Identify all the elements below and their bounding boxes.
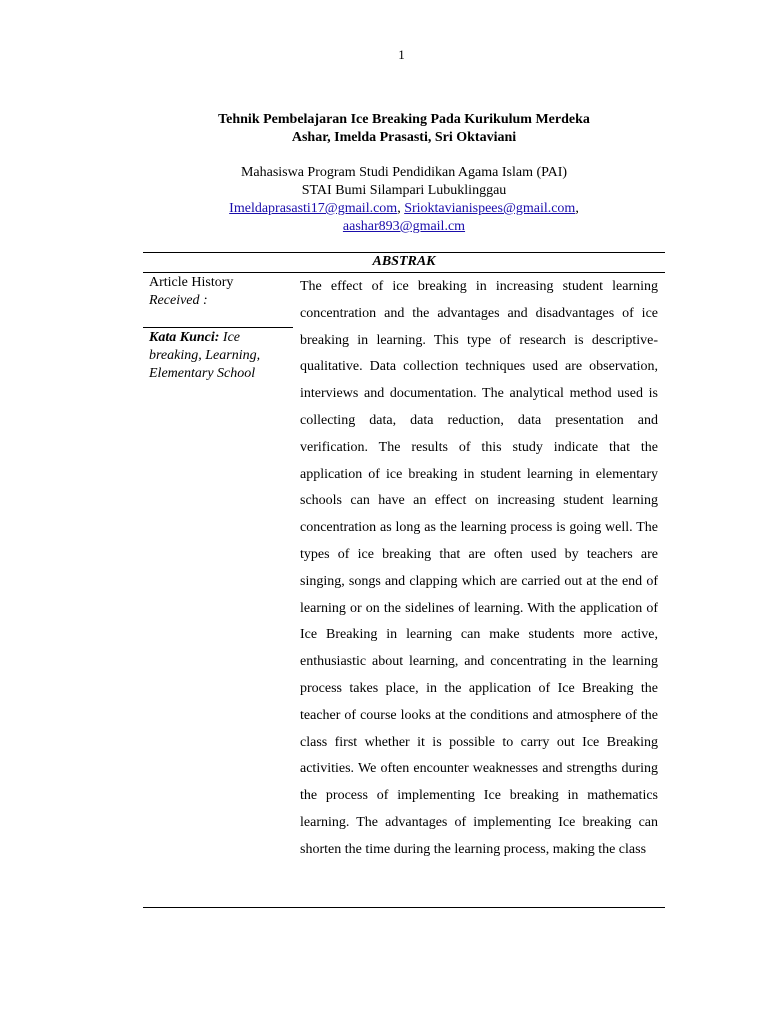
authors: Ashar, Imelda Prasasti, Sri Oktaviani [291, 130, 517, 145]
email-line-2 [143, 218, 665, 236]
keywords-value: Ice breaking, Learning, Elementary School [149, 330, 261, 381]
paper-title: Tehnik Pembelajaran Ice Breaking Pada Kurikulum Merdeka [218, 112, 590, 127]
abstract-body: The effect of ice breaking in increasing student learning concentration and the advantages and disadvantages of ice breaking in learning. This type of research is descriptive-qualitative. Data collection techniques used are observation, interviews and documentation. The analytical method used is collecting data, data reduction, data presentation and verification. The results of this study indicate that the application of ice breaking in student learning in elementary schools can have an effect on increasing student learning concentration as long as the learning process is going well. The types of ice breaking that are often used by teachers are singing, songs and clapping which are carried out at the end of learning or on the sidelines of learning. With the application of Ice Breaking in learning can make students more active, enthusiastic about learning, and concentrating in the learning process takes place, in the application of Ice Breaking the teacher of course looks at the conditions and atmosphere of the class first whether it is possible to carry out Ice Breaking activities. We often encounter weaknesses and strengths during the process of implementing Ice breaking in mathematics learning. The advantages of implementing Ice breaking can shorten the time during the learning process, making the class [300, 279, 658, 857]
paper-title-block [143, 111, 665, 147]
received-label: Received : [149, 293, 208, 308]
affiliation-block [143, 164, 665, 236]
email-separator: , [397, 201, 405, 216]
study-program: Mahasiswa Program Studi Pendidikan Agama Islam (PAI) [240, 165, 568, 180]
abstract-heading: ABSTRAK [372, 254, 436, 269]
table-header-rule [143, 272, 665, 273]
email-link-ashar[interactable]: aashar893@gmail.cm [342, 219, 466, 234]
email-link-sri[interactable]: Srioktavianispees@gmail.com [404, 201, 576, 216]
table-bottom-rule [143, 907, 665, 908]
email-line-1 [143, 200, 665, 218]
article-history-label: Article History [149, 275, 234, 290]
left-column-rule [143, 327, 293, 328]
email-link-imelda[interactable]: Imeldaprasasti17@gmail.com [229, 201, 398, 216]
article-history-cell [149, 274, 289, 310]
keywords-cell [149, 329, 284, 383]
email-separator: , [575, 201, 579, 216]
institution: STAI Bumi Silampari Lubuklinggau [301, 183, 507, 198]
keywords-label: Kata Kunci: [149, 330, 220, 345]
page-number: 1 [398, 47, 405, 62]
